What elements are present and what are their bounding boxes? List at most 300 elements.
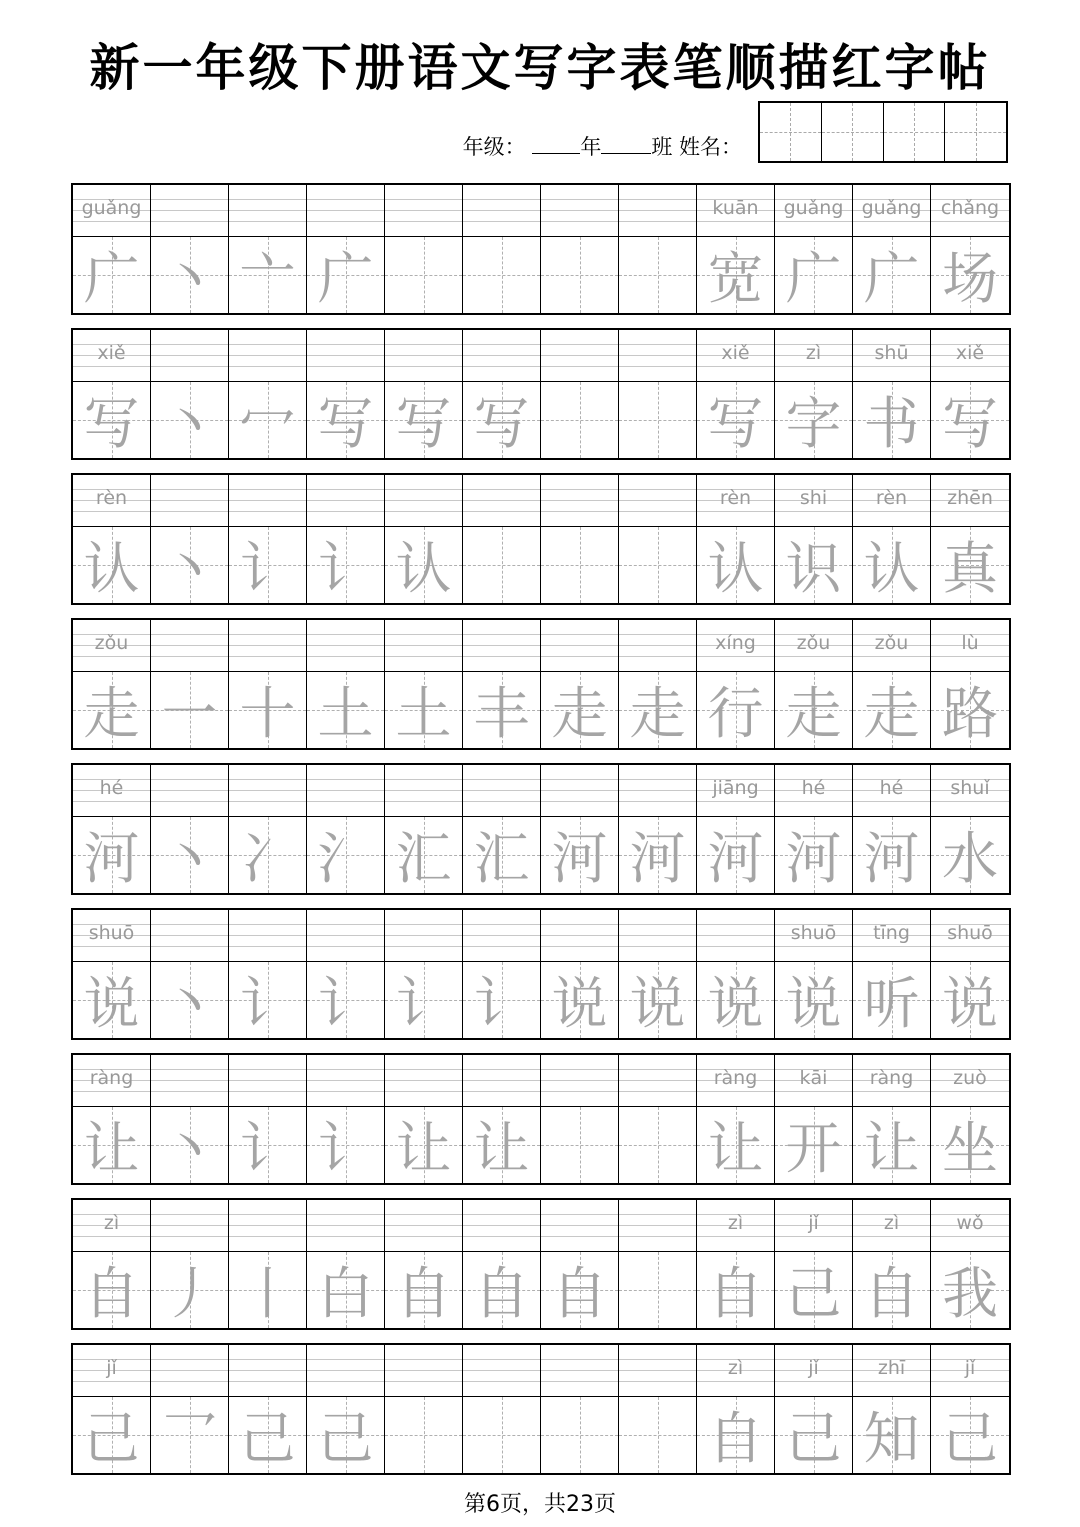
tianzige-box	[151, 237, 228, 313]
pinyin-lines	[151, 185, 228, 237]
grid-cell[interactable]	[619, 765, 697, 893]
pinyin-lines	[307, 765, 384, 817]
grid-cell[interactable]	[385, 765, 463, 893]
grid-cell[interactable]	[931, 185, 1009, 313]
pinyin-lines	[541, 1345, 618, 1397]
grid-cell[interactable]	[853, 620, 931, 748]
name-box[interactable]	[758, 101, 1008, 163]
pinyin-text: zǒu	[874, 632, 909, 654]
trace-character: 广	[83, 247, 140, 312]
pinyin-lines	[307, 185, 384, 237]
pinyin-text: jǐ	[808, 1357, 819, 1379]
name-cell[interactable]	[884, 103, 946, 161]
tianzige-box	[775, 962, 852, 1038]
pinyin-lines	[463, 765, 540, 817]
trace-character: 走	[863, 682, 920, 747]
grid-cell[interactable]	[307, 765, 385, 893]
grid-cell[interactable]	[697, 185, 775, 313]
trace-character: 河	[551, 827, 608, 892]
trace-character: 写	[473, 392, 530, 457]
grid-cell[interactable]	[619, 330, 697, 458]
grid-cell[interactable]	[697, 765, 775, 893]
trace-character: 己	[83, 1407, 140, 1472]
pinyin-text: shuō	[947, 922, 993, 944]
pinyin-lines	[229, 185, 306, 237]
trace-character	[385, 237, 462, 313]
pinyin-lines	[619, 620, 696, 672]
trace-character: 认	[707, 537, 764, 602]
pinyin-lines	[775, 765, 852, 817]
pinyin-text: hé	[99, 777, 124, 799]
grid-cell[interactable]	[307, 475, 385, 603]
grid-cell[interactable]	[853, 330, 931, 458]
trace-character: 写	[942, 392, 998, 457]
grid-cell[interactable]	[931, 1200, 1009, 1328]
grid-cell[interactable]	[619, 1200, 697, 1328]
pinyin-lines	[931, 1055, 1009, 1107]
grid-cell[interactable]	[931, 765, 1009, 893]
trace-character: 丿	[161, 1262, 218, 1327]
grid-cell[interactable]	[73, 620, 151, 748]
grid-cell[interactable]	[151, 1055, 229, 1183]
tianzige-box	[931, 817, 1009, 893]
grid-cell[interactable]	[385, 1345, 463, 1473]
pinyin-lines	[697, 765, 774, 817]
pinyin-lines	[541, 185, 618, 237]
trace-character	[619, 1397, 696, 1473]
grid-cell[interactable]	[73, 910, 151, 1038]
tianzige-box	[775, 527, 852, 603]
grid-cell[interactable]	[229, 620, 307, 748]
grid-cell[interactable]	[73, 1345, 151, 1473]
tianzige-box	[151, 1397, 228, 1473]
pinyin-lines	[463, 1345, 540, 1397]
tianzige-box	[775, 672, 852, 748]
tianzige-box	[619, 817, 696, 893]
grid-cell[interactable]	[151, 1345, 229, 1473]
pinyin-lines	[931, 330, 1009, 382]
grid-cell[interactable]	[541, 765, 619, 893]
grade-year-blank[interactable]	[532, 131, 580, 154]
tianzige-box	[307, 1252, 384, 1328]
grid-cell[interactable]	[619, 1055, 697, 1183]
tianzige-box	[307, 1397, 384, 1473]
tianzige-box	[229, 672, 306, 748]
tianzige-box	[541, 672, 618, 748]
grid-cell[interactable]	[385, 910, 463, 1038]
tianzige-box	[151, 962, 228, 1038]
grid-cell[interactable]	[619, 620, 697, 748]
grid-cell[interactable]	[541, 475, 619, 603]
tianzige-box	[697, 1252, 774, 1328]
grid-cell[interactable]	[775, 1055, 853, 1183]
pinyin-lines	[853, 1200, 930, 1252]
tianzige-box	[541, 1252, 618, 1328]
trace-character: 自	[707, 1407, 764, 1472]
grid-cell[interactable]	[151, 910, 229, 1038]
grid-cell[interactable]	[853, 910, 931, 1038]
pinyin-lines	[385, 1055, 462, 1107]
grade-label: 年级：	[462, 135, 526, 159]
name-cell[interactable]	[822, 103, 884, 161]
grid-cell[interactable]	[151, 1200, 229, 1328]
grid-cell[interactable]	[697, 910, 775, 1038]
tianzige-box	[463, 672, 540, 748]
trace-character: 识	[785, 537, 842, 602]
pinyin-lines	[73, 1345, 150, 1397]
trace-character: 水	[942, 827, 998, 892]
trace-character: 亠	[239, 247, 296, 312]
grid-cell[interactable]	[853, 765, 931, 893]
pinyin-text: wǒ	[956, 1212, 984, 1234]
pinyin-text: guǎng	[81, 197, 142, 219]
tianzige-box	[931, 672, 1009, 748]
trace-character: 广	[863, 247, 920, 312]
grid-cell[interactable]	[541, 1345, 619, 1473]
grid-cell[interactable]	[463, 765, 541, 893]
grid-cell[interactable]	[229, 1345, 307, 1473]
grid-cell[interactable]	[541, 1200, 619, 1328]
grid-cell[interactable]	[697, 1055, 775, 1183]
tianzige-box	[385, 1252, 462, 1328]
grid-cell[interactable]	[385, 620, 463, 748]
trace-character: 行	[707, 682, 764, 747]
trace-character: 让	[83, 1117, 140, 1182]
trace-character: 写	[317, 392, 374, 457]
grid-cell[interactable]	[853, 185, 931, 313]
grid-cell[interactable]	[775, 910, 853, 1038]
grid-cell[interactable]	[931, 1345, 1009, 1473]
pinyin-lines	[307, 475, 384, 527]
trace-character	[619, 1107, 696, 1183]
grid-cell[interactable]	[307, 1345, 385, 1473]
grid-cell[interactable]	[463, 910, 541, 1038]
grid-cell[interactable]	[463, 185, 541, 313]
grid-cell[interactable]	[697, 1345, 775, 1473]
tianzige-box	[619, 962, 696, 1038]
tianzige-box	[931, 237, 1009, 313]
pinyin-text: rèn	[875, 487, 908, 509]
name-cell[interactable]	[945, 103, 1006, 161]
grid-cell[interactable]	[385, 330, 463, 458]
grid-cell[interactable]	[541, 910, 619, 1038]
pinyin-lines	[853, 620, 930, 672]
trace-character: 讠	[317, 1117, 374, 1182]
tianzige-box	[151, 1252, 228, 1328]
trace-character	[541, 1107, 618, 1183]
tianzige-box	[385, 817, 462, 893]
grid-cell[interactable]	[619, 185, 697, 313]
pinyin-lines	[385, 765, 462, 817]
pinyin-text: zì	[883, 1212, 900, 1234]
tianzige-box	[151, 817, 228, 893]
grid-cell[interactable]	[931, 620, 1009, 748]
grid-cell[interactable]	[385, 1055, 463, 1183]
grid-cell[interactable]	[73, 1200, 151, 1328]
pinyin-lines	[853, 910, 930, 962]
tianzige-box	[73, 237, 150, 313]
tianzige-box	[931, 527, 1009, 603]
grid-cell[interactable]	[775, 185, 853, 313]
practice-row	[71, 908, 1011, 1040]
tianzige-box	[931, 382, 1009, 458]
grid-cell[interactable]	[697, 475, 775, 603]
pinyin-text: jǐ	[808, 1212, 819, 1234]
trace-character: 让	[473, 1117, 530, 1182]
grid-cell[interactable]	[853, 1345, 931, 1473]
pinyin-text: zì	[103, 1212, 120, 1234]
trace-character: 写	[395, 392, 452, 457]
grid-cell[interactable]	[541, 330, 619, 458]
trace-character: 讠	[395, 972, 452, 1037]
tianzige-box	[541, 817, 618, 893]
class-unit: 班	[651, 135, 673, 159]
tianzige-box	[385, 1397, 462, 1473]
pinyin-lines	[385, 1200, 462, 1252]
pinyin-lines	[463, 1200, 540, 1252]
tianzige-box	[541, 1107, 618, 1183]
pinyin-lines	[463, 620, 540, 672]
pinyin-lines	[697, 910, 774, 962]
grid-cell[interactable]	[385, 185, 463, 313]
grid-cell[interactable]	[775, 330, 853, 458]
trace-character: 自	[395, 1262, 452, 1327]
trace-character: 讠	[239, 1117, 296, 1182]
grid-cell[interactable]	[229, 1055, 307, 1183]
class-blank[interactable]	[601, 131, 651, 154]
grid-cell[interactable]	[307, 330, 385, 458]
pinyin-lines	[853, 330, 930, 382]
pinyin-lines	[385, 910, 462, 962]
grid-cell[interactable]	[697, 620, 775, 748]
grid-cell[interactable]	[463, 330, 541, 458]
grid-cell[interactable]	[463, 1200, 541, 1328]
grid-cell[interactable]	[385, 475, 463, 603]
grid-cell[interactable]	[463, 475, 541, 603]
tianzige-box	[619, 382, 696, 458]
tianzige-box	[775, 382, 852, 458]
tianzige-box	[385, 527, 462, 603]
trace-character: 说	[551, 972, 608, 1037]
pinyin-text: zhī	[877, 1357, 906, 1379]
grid-cell[interactable]	[73, 185, 151, 313]
grid-cell[interactable]	[151, 185, 229, 313]
trace-character: 丰	[473, 682, 530, 747]
grid-cell[interactable]	[73, 765, 151, 893]
tianzige-box	[541, 237, 618, 313]
tianzige-box	[775, 817, 852, 893]
pinyin-lines	[619, 1345, 696, 1397]
pinyin-lines	[853, 185, 930, 237]
grid-cell[interactable]	[775, 475, 853, 603]
pinyin-lines	[931, 1200, 1009, 1252]
pinyin-lines	[853, 1055, 930, 1107]
trace-character: 说	[707, 972, 764, 1037]
grid-cell[interactable]	[151, 620, 229, 748]
pinyin-lines	[73, 1055, 150, 1107]
tianzige-box	[697, 1107, 774, 1183]
pinyin-lines	[541, 1200, 618, 1252]
grid-cell[interactable]	[307, 1200, 385, 1328]
grid-cell[interactable]	[463, 620, 541, 748]
pinyin-lines	[229, 330, 306, 382]
pinyin-lines	[73, 330, 150, 382]
trace-character: 走	[83, 682, 140, 747]
grid-cell[interactable]	[697, 1200, 775, 1328]
pinyin-lines	[775, 330, 852, 382]
pinyin-lines	[697, 620, 774, 672]
grid-cell[interactable]	[853, 1055, 931, 1183]
tianzige-box	[697, 817, 774, 893]
trace-character: 讠	[239, 537, 296, 602]
tianzige-box	[229, 1107, 306, 1183]
trace-character: 土	[395, 682, 452, 747]
pinyin-lines	[619, 765, 696, 817]
tianzige-box	[229, 1252, 306, 1328]
grid-cell[interactable]	[463, 1345, 541, 1473]
trace-character	[541, 1397, 618, 1473]
pinyin-lines	[73, 910, 150, 962]
trace-character: 汇	[473, 827, 530, 892]
trace-character: 氵	[317, 827, 374, 892]
pinyin-lines	[931, 1345, 1009, 1397]
tianzige-box	[619, 527, 696, 603]
pinyin-lines	[151, 765, 228, 817]
pinyin-lines	[541, 1055, 618, 1107]
trace-character: 路	[942, 682, 998, 747]
tianzige-box	[463, 817, 540, 893]
practice-row	[71, 1053, 1011, 1185]
grid-cell[interactable]	[931, 330, 1009, 458]
grid-cell[interactable]	[73, 1055, 151, 1183]
pinyin-text: ràng	[869, 1067, 914, 1089]
grid-cell[interactable]	[307, 1055, 385, 1183]
grid-cell[interactable]	[229, 765, 307, 893]
grid-cell[interactable]	[619, 1345, 697, 1473]
grid-cell[interactable]	[931, 910, 1009, 1038]
grid-cell[interactable]	[73, 330, 151, 458]
tianzige-box	[853, 1107, 930, 1183]
trace-character: 广	[317, 247, 374, 312]
trace-character: 丶	[161, 827, 218, 892]
grid-cell[interactable]	[775, 620, 853, 748]
grid-cell[interactable]	[775, 1200, 853, 1328]
grid-cell[interactable]	[775, 765, 853, 893]
trace-character: 认	[863, 537, 920, 602]
tianzige-box	[229, 527, 306, 603]
grid-cell[interactable]	[541, 185, 619, 313]
grid-cell[interactable]	[853, 1200, 931, 1328]
grid-cell[interactable]	[307, 910, 385, 1038]
tianzige-box	[931, 1397, 1009, 1473]
pinyin-text: rèn	[719, 487, 752, 509]
pinyin-lines	[229, 1200, 306, 1252]
grid-cell[interactable]	[853, 475, 931, 603]
pinyin-lines	[697, 185, 774, 237]
trace-character: 丶	[161, 392, 218, 457]
grid-cell[interactable]	[229, 185, 307, 313]
tianzige-box	[151, 527, 228, 603]
trace-character: 说	[629, 972, 686, 1037]
grid-cell[interactable]	[229, 330, 307, 458]
tianzige-box	[931, 962, 1009, 1038]
pinyin-lines	[463, 1055, 540, 1107]
pinyin-text: kuān	[712, 197, 759, 219]
pinyin-text: zhēn	[947, 487, 993, 509]
pinyin-text: xiě	[955, 342, 985, 364]
trace-character: 冖	[239, 392, 296, 457]
tianzige-box	[697, 1397, 774, 1473]
grid-cell[interactable]	[619, 910, 697, 1038]
grid-cell[interactable]	[541, 620, 619, 748]
trace-character: 我	[942, 1262, 998, 1327]
tianzige-box	[775, 1252, 852, 1328]
pinyin-text: shuō	[790, 922, 837, 944]
pinyin-lines	[619, 1200, 696, 1252]
pinyin-lines	[541, 620, 618, 672]
practice-row	[71, 328, 1011, 460]
tianzige-box	[463, 237, 540, 313]
grid-cell[interactable]	[385, 1200, 463, 1328]
grid-cell[interactable]	[541, 1055, 619, 1183]
pinyin-lines	[619, 910, 696, 962]
grid-cell[interactable]	[151, 475, 229, 603]
name-label: 姓名：	[679, 135, 742, 159]
trace-character: 走	[551, 682, 608, 747]
pinyin-lines	[463, 185, 540, 237]
trace-character	[541, 382, 618, 458]
trace-character: 自	[473, 1262, 530, 1327]
grid-cell[interactable]	[73, 475, 151, 603]
grid-cell[interactable]	[775, 1345, 853, 1473]
grid-cell[interactable]	[931, 1055, 1009, 1183]
grid-cell[interactable]	[307, 620, 385, 748]
pinyin-text: guǎng	[861, 197, 922, 219]
grid-cell[interactable]	[307, 185, 385, 313]
grid-cell[interactable]	[931, 475, 1009, 603]
trace-character: 讠	[473, 972, 530, 1037]
grid-cell[interactable]	[463, 1055, 541, 1183]
grid-cell[interactable]	[151, 330, 229, 458]
trace-character: 自	[83, 1262, 140, 1327]
tianzige-box	[385, 237, 462, 313]
grid-cell[interactable]	[229, 1200, 307, 1328]
pinyin-lines	[697, 1200, 774, 1252]
name-cell[interactable]	[760, 103, 822, 161]
pinyin-lines	[229, 765, 306, 817]
pinyin-lines	[307, 1055, 384, 1107]
pinyin-text: zǒu	[94, 632, 129, 654]
tianzige-box	[463, 1107, 540, 1183]
pinyin-lines	[73, 185, 150, 237]
grid-cell[interactable]	[697, 330, 775, 458]
grid-cell[interactable]	[619, 475, 697, 603]
pinyin-text: kāi	[799, 1067, 828, 1089]
pinyin-lines	[229, 910, 306, 962]
tianzige-box	[73, 817, 150, 893]
tianzige-box	[619, 1107, 696, 1183]
trace-character: 知	[863, 1407, 920, 1472]
practice-row	[71, 1343, 1011, 1475]
pinyin-lines	[697, 330, 774, 382]
grid-cell[interactable]	[229, 910, 307, 1038]
trace-character: 认	[83, 537, 140, 602]
pinyin-lines	[619, 475, 696, 527]
tianzige-box	[619, 237, 696, 313]
trace-character: 写	[707, 392, 764, 457]
grid-cell[interactable]	[151, 765, 229, 893]
grid-cell[interactable]	[229, 475, 307, 603]
